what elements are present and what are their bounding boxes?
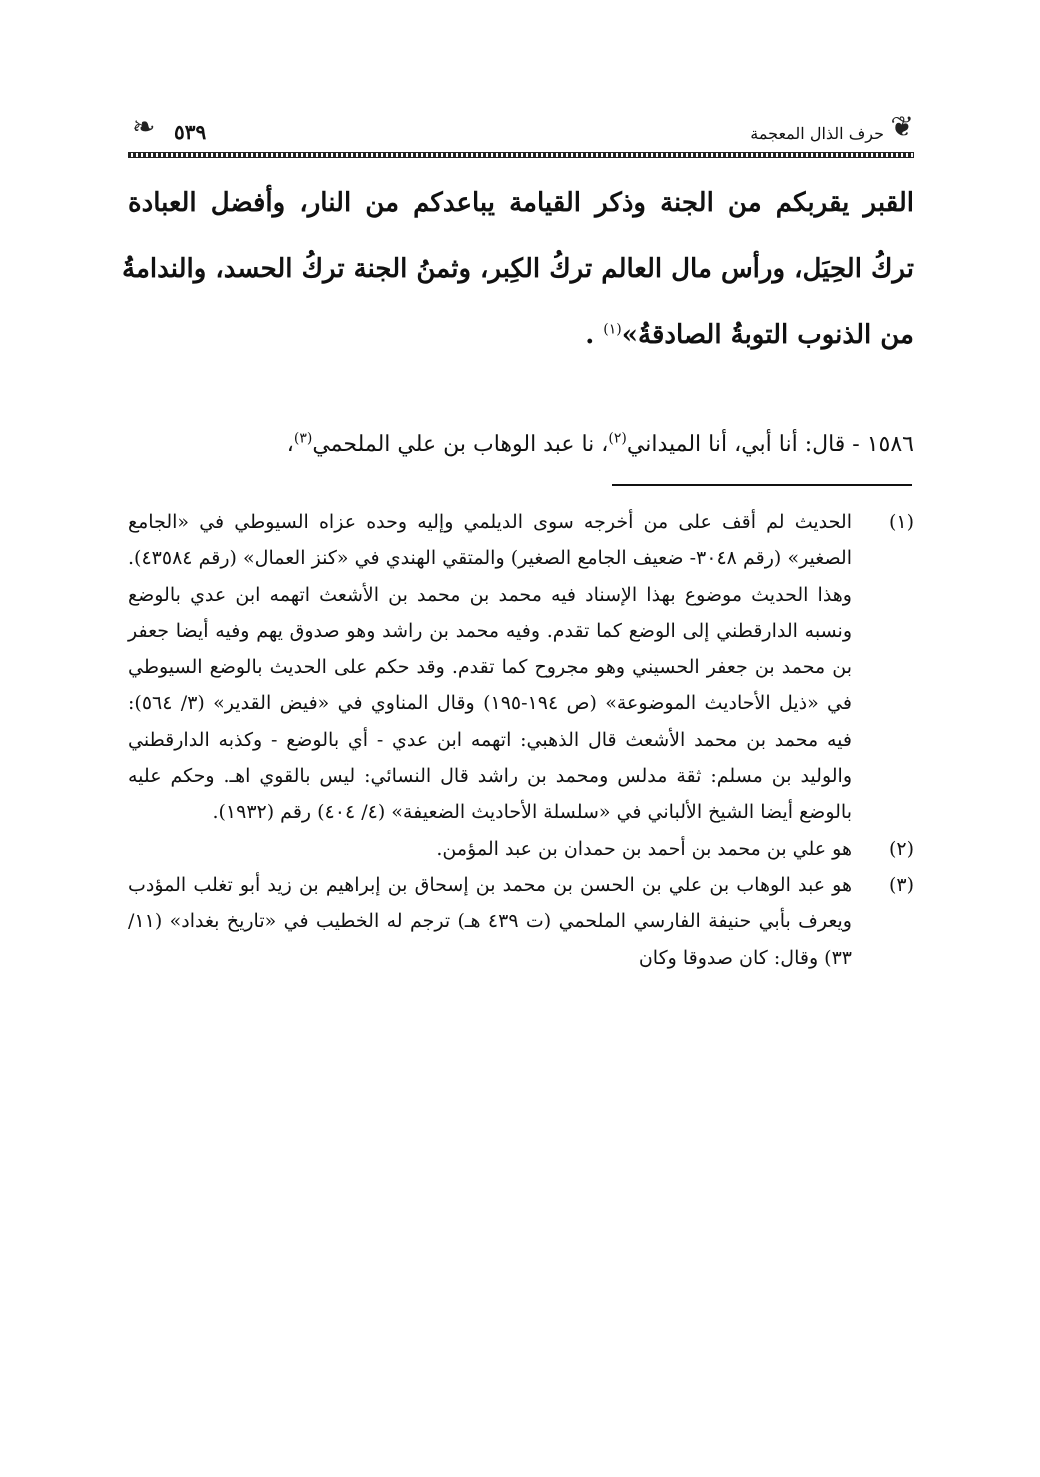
- item-text-a: ١٥٨٦ - قال: أنا أبي، أنا الميداني: [626, 432, 914, 457]
- footnote-ref-2: (٢): [608, 430, 627, 447]
- footnote-text: الحديث لم أقف على من أخرجه سوى الديلمي وإليه وحده عزاه السيوطي في «الجامع الصغير» (رقم ٣٠٤٨- ضعيف الجامع الصغير) والمتقي الهندي في «كنز العمال» (رقم ٤٣٥٨٤). وهذا الحديث موضوع بهذا الإسناد فيه محمد بن محمد بن الأشعث اتهمه ابن عدي بالوضع ونسبه الدارقطني إلى الوضع كما تقدم. وفيه محمد بن راشد وهو صدوق يهم وفيه أيضا جعفر بن محمد بن جعفر الحسيني وهو مجروح كما تقدم. وقد حكم على الحديث بالوضع السيوطي في «ذيل الأحاديث الموضوعة» (ص ١٩٤-١٩٥) وقال المناوي في «فيض القدير» (٣/ ٥٦٤): فيه محمد بن محمد الأشعث قال الذهبي: اتهمه ابن عدي - أي بالوضع - وكذبه الدارقطني والوليد بن مسلم: ثقة مدلس ومحمد بن راشد قال النسائي: ليس بالقوي اهـ. وحكم عليه بالوضع أيضا الشيخ الألباني في «سلسلة الأحاديث الضعيفة» (٤/ ٤٠٤) رقم (١٩٣٢).: [128, 511, 853, 824]
- item-text-c: ،: [286, 432, 294, 457]
- ornament-right-icon: ❦: [890, 110, 914, 143]
- footnote-separator: [612, 484, 912, 486]
- footnote-2: [128, 831, 914, 867]
- header-rule: [128, 152, 914, 158]
- footnotes: [128, 504, 914, 976]
- main-text: [122, 170, 914, 368]
- chapter-title: حرف الذال المعجمة: [750, 124, 884, 143]
- footnote-number: (٣): [888, 873, 914, 896]
- main-line-3-text: من الذنوب التوبةُ الصادقةُ»: [621, 320, 914, 350]
- footnote-text: هو علي بن محمد بن أحمد بن حمدان بن عبد المؤمن.: [436, 837, 852, 860]
- footnote-1: [128, 504, 914, 831]
- item-text-b: ، نا عبد الوهاب بن علي الملحمي: [312, 432, 609, 457]
- main-line-2: تركُ الحِيَل، ورأس مال العالم تركُ الكِبر، وثمنُ الجنة تركُ الحسد، والندامةُ: [122, 254, 914, 284]
- hadith-item: [128, 420, 914, 470]
- page-number: ٥٣٩: [174, 120, 207, 144]
- footnote-number: (٢): [888, 837, 914, 860]
- footnote-3: [128, 867, 914, 976]
- page-header: [128, 104, 914, 156]
- footnote-ref-3: (٣): [293, 430, 313, 447]
- main-line-3-end: .: [585, 320, 604, 350]
- footnote-number: (١): [888, 511, 914, 533]
- footnote-text: هو عبد الوهاب بن علي بن الحسن بن محمد بن إسحاق بن إبراهيم بن زيد أبو تغلب المؤدب ويعرف بأبي حنيفة الفارسي الملحمي (ت ٤٣٩ هـ) ترجم له الخطيب في «تاريخ بغداد» (١١/ ٣٣) وقال: كان صدوقا وكان: [128, 873, 852, 969]
- main-line-3: [128, 302, 914, 368]
- footnote-ref-1: (١): [603, 321, 622, 338]
- ornament-left-icon: ❧: [132, 110, 156, 143]
- main-line-1: القبر يقربكم من الجنة وذكر القيامة يباعدكم من النار، وأفضل العبادة: [128, 188, 914, 218]
